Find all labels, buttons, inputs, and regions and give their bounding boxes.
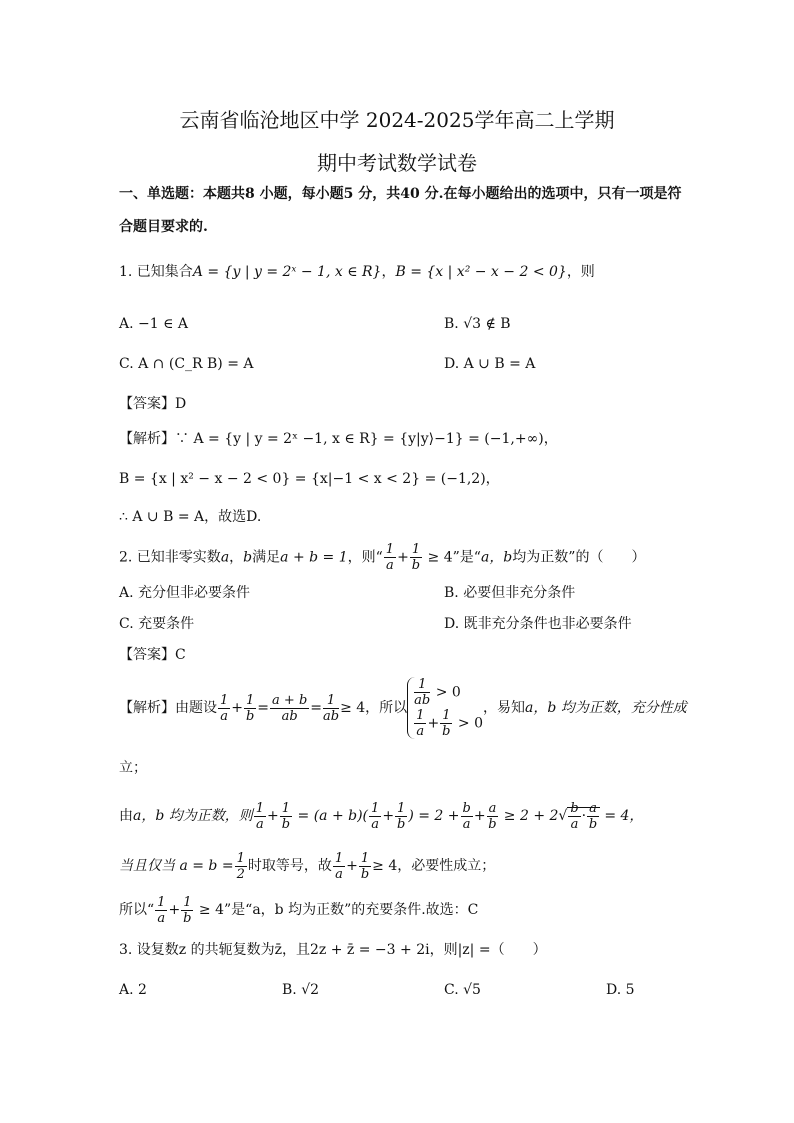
fraction-1-over-a: $\frac{1}{a}$ bbox=[255, 800, 265, 832]
var-a-2: a bbox=[480, 549, 490, 566]
question-2-cond: 满足 bbox=[252, 549, 281, 566]
question-3-option-b: B. √2 bbox=[282, 982, 320, 998]
question-2-solution-line2: 由a，b 均为正数，则 $\frac{1}{a}$ + $\frac{1}{b}$ = (a + b)( $\frac{1}{a}$ + $\frac{1}{b}$ ) = 2 + $\frac{b}{a}$ + $\frac{a}{b}$ ≥ 2 + 2√ $\frac{b}{a}$ · $\frac{a}{b}$ = 4， bbox=[119, 800, 644, 832]
fraction-1-over-b: $\frac{1}{b}$ bbox=[281, 800, 291, 832]
question-3-stem: 3. 设复数z 的共轭复数为z̄，且2z + z̄ = −3 + 2i，则|z| =（ ） bbox=[119, 942, 547, 958]
question-2-positive: 均为正数”的（ ） bbox=[512, 549, 646, 566]
fraction-a-over-b: $\frac{a}{b}$ bbox=[588, 800, 598, 832]
question-3-option-a: A. 2 bbox=[119, 982, 147, 998]
question-1-option-a: A. −1 ∈ A bbox=[119, 316, 189, 332]
solution-ge: ≥ 4，所以 bbox=[340, 700, 408, 716]
question-1-lead: 1. 已知集合 bbox=[119, 264, 193, 280]
question-1-tail: ，则 bbox=[566, 264, 595, 280]
question-1-stem bbox=[119, 262, 684, 282]
solution-2-lead: 由 bbox=[119, 808, 133, 824]
fraction-1-over-b: $\frac{1}{b}$ bbox=[360, 850, 370, 882]
solution-2-eq: = (a + b)( bbox=[293, 808, 369, 824]
question-2-answer: 【答案】C bbox=[119, 647, 186, 663]
solution-2-eq2: ) = 2 + bbox=[408, 808, 460, 824]
fraction-b-over-a: $\frac{b}{a}$ bbox=[570, 800, 579, 832]
solution-2-mid: a，b 均为正数，则 bbox=[133, 808, 253, 824]
fraction-1-over-b: $\frac{1}{b}$ bbox=[411, 542, 421, 573]
fraction-1-over-a: $\frac{1}{a}$ bbox=[385, 542, 395, 573]
question-2-comma: ， bbox=[229, 549, 244, 566]
question-2-option-d: D. 既非充分条件也非必要条件 bbox=[444, 616, 632, 632]
set-a-definition: A = {y | y = 2ˣ − 1, x ∈ R} bbox=[192, 264, 382, 280]
solution-2-end: = 4， bbox=[599, 808, 644, 824]
exam-title-line2: 期中考试数学试卷 bbox=[317, 151, 477, 175]
question-1-option-d: D. A ∪ B = A bbox=[444, 356, 536, 372]
section-heading-line1: 一、单选题：本题共8 小题，每小题5 分，共40 分.在每小题给出的选项中，只有一项是符 bbox=[119, 186, 682, 202]
fraction-1-over-a: $\frac{1}{a}$ bbox=[220, 692, 229, 724]
fraction-1-over-a: $\frac{1}{a}$ bbox=[157, 894, 166, 926]
sum-condition: a + b = 1 bbox=[280, 549, 348, 566]
set-b-definition: B = {x | x² − x − 2 < 0} bbox=[395, 264, 567, 280]
question-2-solution-line1: 【解析】由题设 $\frac{1}{a}$ + $\frac{1}{b}$ = $\frac{a + b}{ab}$ = $\frac{1}{ab}$ ≥ 4，所以 $\frac{1}{ab}$ > 0 $\frac{1}{a}$ + $\frac{1}{b}$ > 0 ，易知a，b 均为正数，充分性成 bbox=[119, 677, 687, 739]
question-2-option-b: B. 必要但非充分条件 bbox=[444, 585, 576, 601]
fraction-1-over-a: $\frac{1}{a}$ bbox=[334, 850, 344, 882]
var-a: a bbox=[220, 549, 230, 566]
solution-lead: 【解析】由题设 bbox=[119, 700, 217, 716]
question-2-solution-cont: 立； bbox=[119, 760, 147, 776]
solution-3-end: ≥ 4，必要性成立； bbox=[372, 858, 496, 874]
sqrt-symbol: √ bbox=[558, 808, 568, 824]
question-2-stem: 2. 已知非零实数a，b满足a + b = 1，则“ $\frac{1}{a}$ + $\frac{1}{b}$ ≥ 4”是“a，b均为正数”的（ ） bbox=[119, 542, 646, 573]
question-1-solution-line1: 【解析】∵ A = {y | y = 2ˣ −1, x ∈ R} = {y|y⟩−1} = (−1,+∞)， bbox=[119, 431, 558, 447]
exam-title-line1: 云南省临沧地区中学 2024-2025学年高二上学期 bbox=[179, 108, 615, 132]
fraction-b-over-a: $\frac{b}{a}$ bbox=[462, 800, 471, 832]
fraction-1-over-b: $\frac{1}{b}$ bbox=[183, 894, 192, 926]
question-3-option-d: D. 5 bbox=[606, 982, 635, 998]
fraction-sum-over-product: $\frac{a + b}{ab}$ bbox=[272, 692, 308, 724]
question-1-option-b: B. √3 ∉ B bbox=[444, 316, 511, 332]
inequality-system: $\frac{1}{ab}$ > 0 $\frac{1}{a}$ + $\frac{1}{b}$ > 0 bbox=[407, 677, 483, 739]
question-1-option-c: C. A ∩ (C_R B) = A bbox=[119, 356, 254, 372]
question-2-ineq-tail: ≥ 4”是“ bbox=[423, 549, 481, 566]
question-1-solution-line2: B = {x | x² − x − 2 < 0} = {x|−1 < x < 2} = (−1,2)， bbox=[119, 471, 500, 487]
fraction-a-over-b: $\frac{a}{b}$ bbox=[488, 800, 497, 832]
question-1-sep: ， bbox=[381, 264, 396, 280]
question-1-answer: 【答案】D bbox=[119, 396, 187, 412]
fraction-1-over-b: $\frac{1}{b}$ bbox=[245, 692, 255, 724]
var-b: b bbox=[243, 549, 253, 566]
question-2-then: ，则“ bbox=[347, 549, 383, 566]
question-2-option-a: A. 充分但非必要条件 bbox=[119, 585, 251, 601]
question-2-lead: 2. 已知非零实数 bbox=[119, 549, 221, 566]
fraction-1-over-a: $\frac{1}{a}$ bbox=[371, 800, 380, 832]
solution-easy: ，易知 bbox=[483, 700, 526, 716]
fraction-1-over-ab: $\frac{1}{ab}$ bbox=[323, 692, 340, 724]
solution-3-lead: 当且仅当 a = b = bbox=[119, 858, 234, 874]
solution-3-mid: 时取等号，故 bbox=[247, 858, 332, 874]
question-2-option-c: C. 充要条件 bbox=[119, 616, 195, 632]
fraction-1-over-b: $\frac{1}{b}$ bbox=[397, 800, 406, 832]
question-2-solution-line3: 当且仅当 a = b = $\frac{1}{2}$ 时取等号，故 $\frac{1}{a}$ + $\frac{1}{b}$ ≥ 4，必要性成立； bbox=[119, 850, 496, 882]
fraction-1-over-2: $\frac{1}{2}$ bbox=[236, 850, 245, 882]
solution-easy-2: a，b 均为正数，充分性成 bbox=[525, 700, 687, 716]
question-1-solution-line3: ∴ A ∪ B = A，故选D. bbox=[119, 509, 262, 525]
solution-4-end: ≥ 4”是“a，b 均为正数”的充要条件.故选：C bbox=[194, 902, 479, 918]
solution-2-ge: ≥ 2 + 2 bbox=[499, 808, 559, 824]
question-3-option-c: C. √5 bbox=[444, 982, 481, 998]
section-heading-line2: 合题目要求的. bbox=[119, 219, 208, 235]
var-b-2: ，b bbox=[489, 549, 513, 566]
solution-4-lead: 所以“ bbox=[119, 902, 155, 918]
question-2-solution-line4: 所以“ $\frac{1}{a}$ + $\frac{1}{b}$ ≥ 4”是“a，b 均为正数”的充要条件.故选：C bbox=[119, 894, 479, 926]
